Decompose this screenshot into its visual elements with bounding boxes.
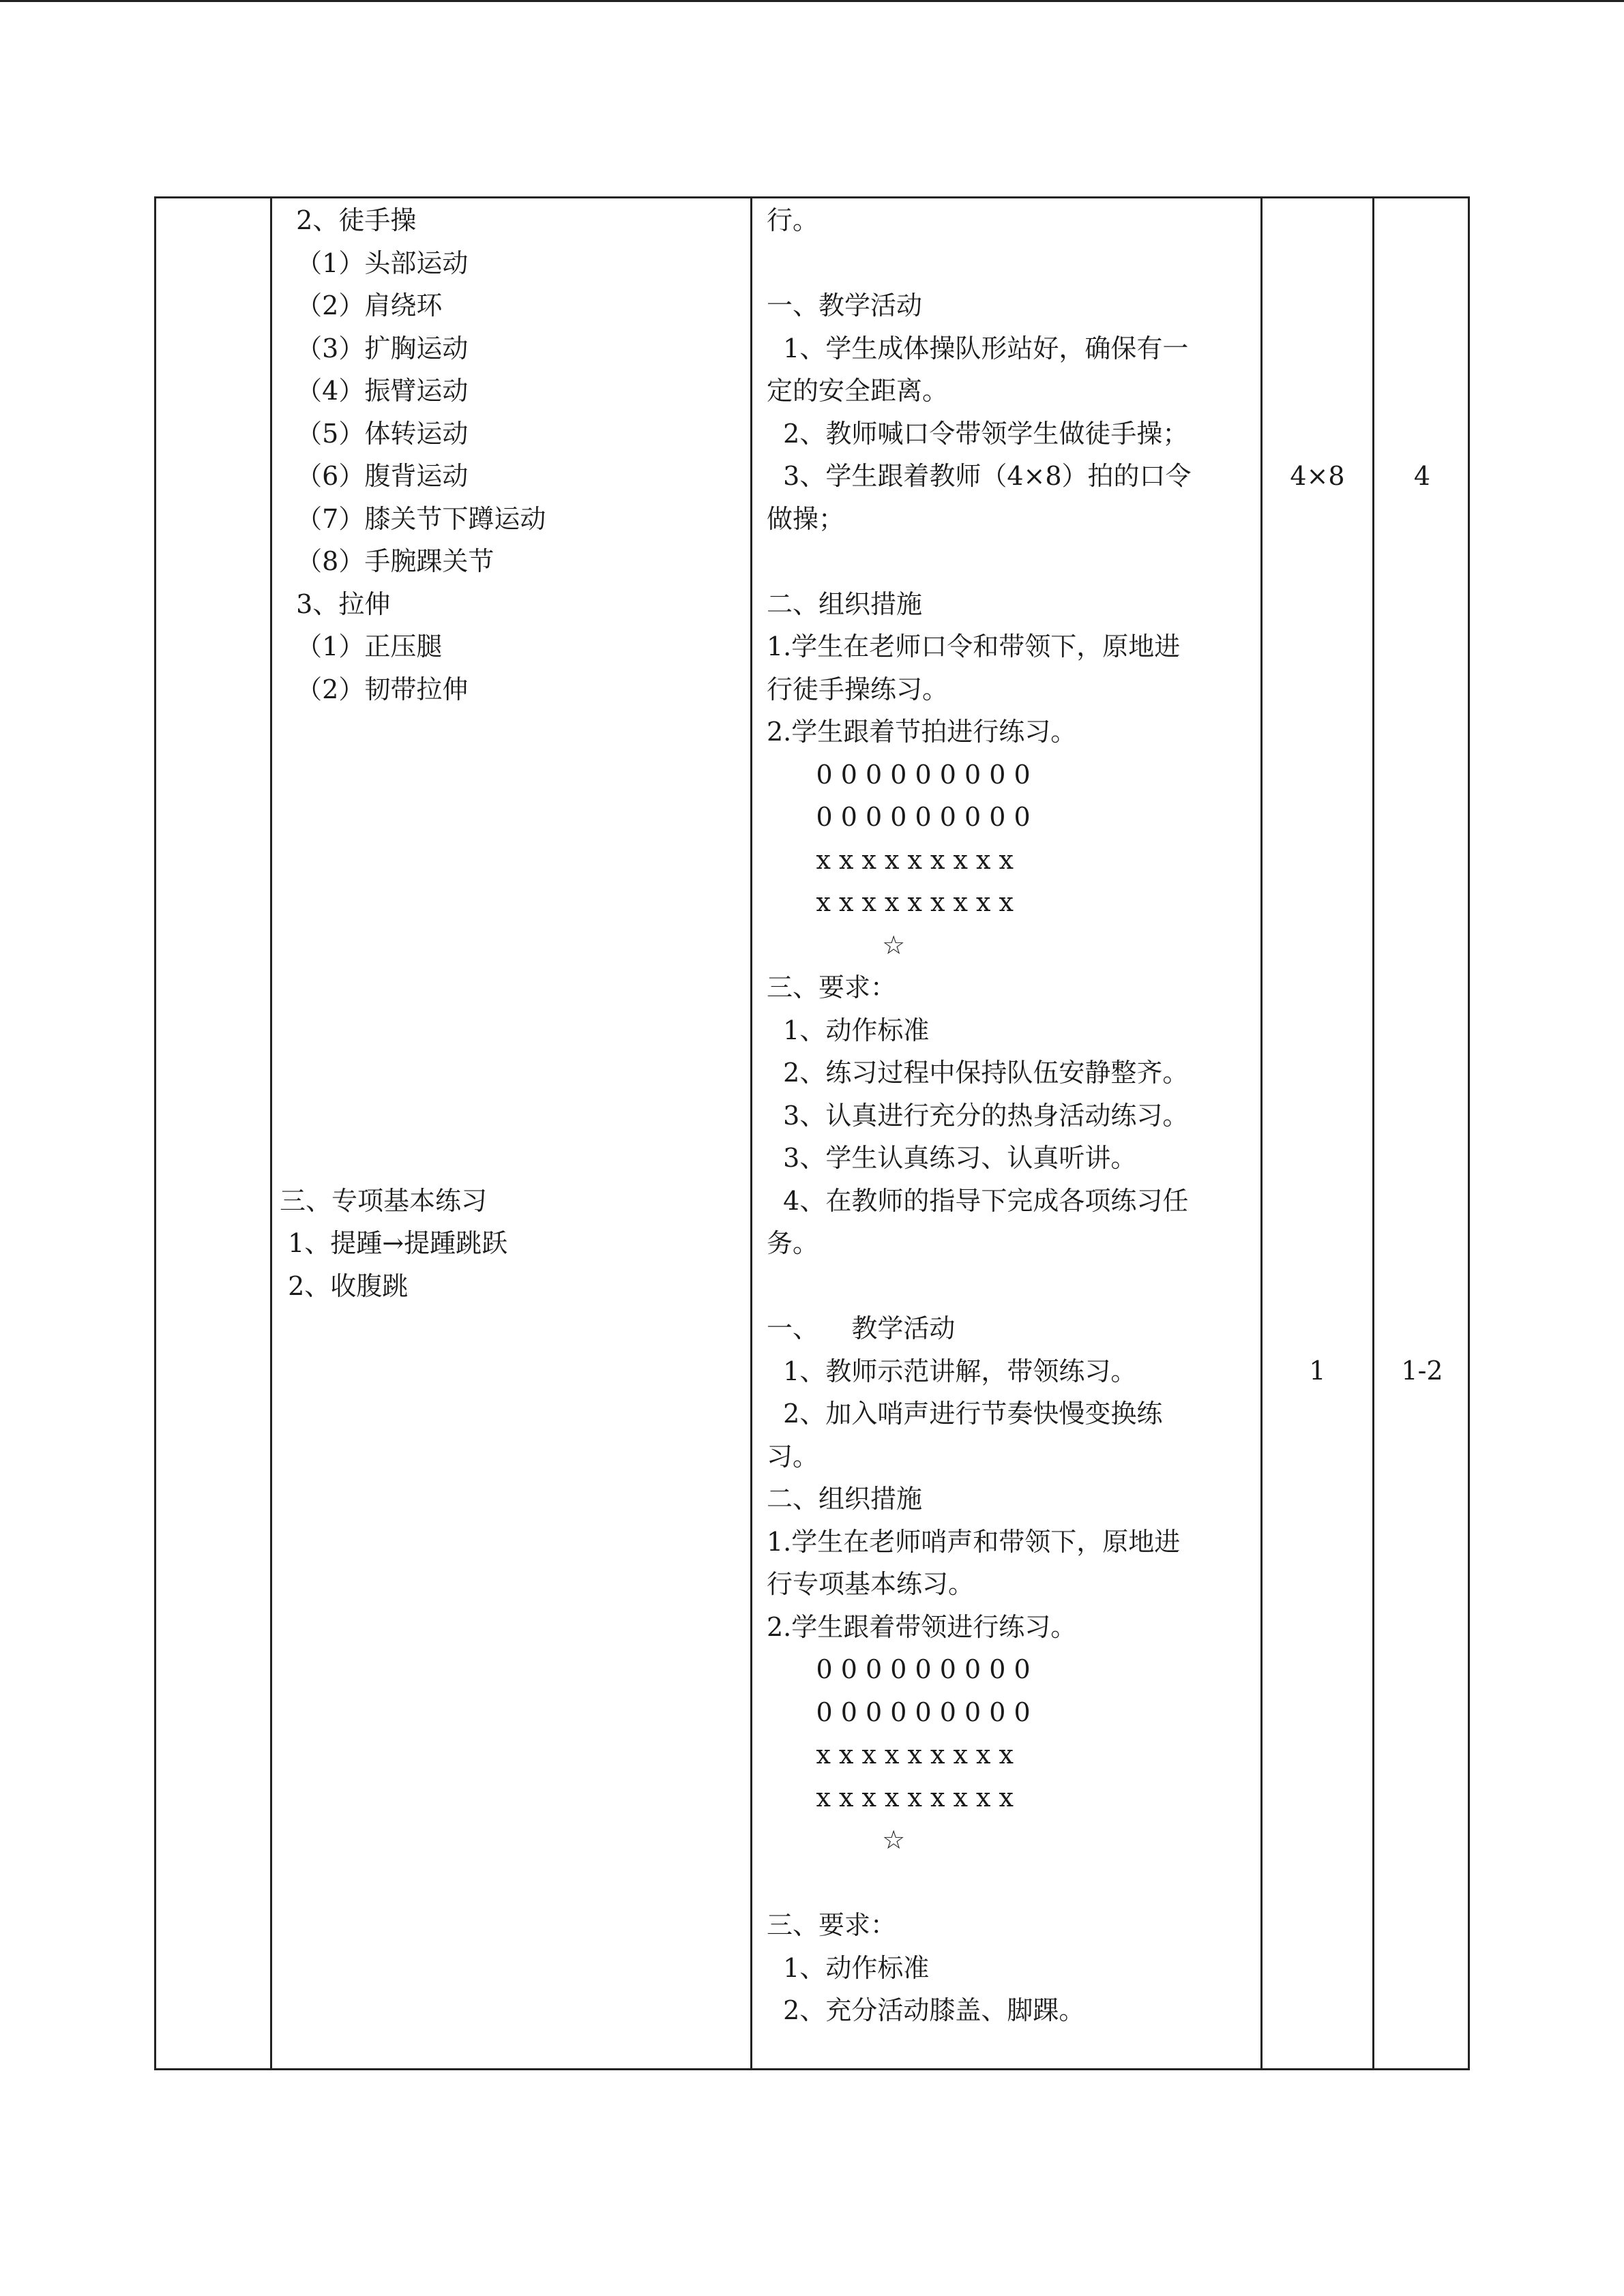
method-line: 1、学生成体操队形站好，确保有一 [767, 333, 1189, 363]
content-line: （7）膝关节下蹲运动 [280, 503, 546, 534]
method-line: 0 0 0 0 0 0 0 0 0 [767, 759, 1031, 790]
section2-time: 4 [1413, 461, 1431, 491]
content-line: （1）头部运动 [280, 248, 469, 278]
content-line [280, 881, 743, 924]
method-line: 三、要求： [767, 972, 897, 1002]
content-line: （1）正压腿 [280, 631, 443, 661]
teaching-method-column [767, 199, 1255, 2032]
method-line: 0 0 0 0 0 0 0 0 0 [767, 1697, 1031, 1727]
method-line: x x x x x x x x x [767, 844, 1014, 875]
method-line: 行专项基本练习。 [767, 1569, 975, 1599]
method-line [767, 540, 1255, 583]
method-line: 务。 [767, 1228, 819, 1258]
method-line: ☆ [767, 929, 906, 960]
content-column [280, 199, 743, 1307]
method-line: x x x x x x x x x [767, 1782, 1014, 1813]
method-line: 1、教师示范讲解，带领练习。 [767, 1356, 1137, 1386]
method-line: 一、 教学活动 [767, 1313, 956, 1343]
method-line: 做操； [767, 503, 845, 534]
method-line [767, 242, 1255, 285]
method-line [767, 1265, 1255, 1308]
method-line: 2.学生跟着节拍进行练习。 [767, 717, 1077, 747]
content-line: 三、专项基本练习 [280, 1185, 488, 1216]
method-line: 2、充分活动膝盖、脚踝。 [767, 1995, 1085, 2025]
content-line [280, 839, 743, 882]
content-line: （2）肩绕环 [280, 290, 443, 320]
method-line: 二、组织措施 [767, 1484, 923, 1514]
content-line: 2、收腹跳 [280, 1270, 409, 1301]
content-line [280, 966, 743, 1009]
content-line: （4）振臂运动 [280, 376, 469, 406]
content-line: （8）手腕踝关节 [280, 546, 494, 576]
method-line: 2、加入哨声进行节奏快慢变换练 [767, 1399, 1163, 1429]
section3-count: 1 [1309, 1356, 1326, 1386]
method-line: 0 0 0 0 0 0 0 0 0 [767, 1654, 1031, 1684]
method-line: 行徒手操练习。 [767, 674, 949, 704]
content-line: 1、提踵→提踵跳跃 [280, 1228, 508, 1258]
column-divider-2 [750, 196, 752, 2070]
method-line: 4、在教师的指导下完成各项练习任 [767, 1185, 1189, 1216]
content-line [280, 924, 743, 967]
method-line: 定的安全距离。 [767, 376, 949, 406]
method-line: 2.学生跟着带领进行练习。 [767, 1611, 1077, 1642]
method-line: 0 0 0 0 0 0 0 0 0 [767, 802, 1031, 832]
content-line [280, 711, 743, 754]
section2-count: 4×8 [1290, 461, 1345, 491]
method-line: x x x x x x x x x [767, 1740, 1014, 1770]
content-line [280, 1052, 743, 1094]
method-line: 2、教师喊口令带领学生做徒手操； [767, 418, 1189, 449]
section3-time: 1-2 [1401, 1356, 1443, 1386]
method-line: x x x x x x x x x [767, 887, 1014, 917]
method-line: 2、练习过程中保持队伍安静整齐。 [767, 1058, 1189, 1088]
content-line: （3）扩胸运动 [280, 333, 469, 363]
method-line: 二、组织措施 [767, 588, 923, 619]
content-line [280, 1009, 743, 1052]
method-line: ☆ [767, 1825, 906, 1855]
content-line: （5）体转运动 [280, 418, 469, 449]
method-line: 3、学生认真练习、认真听讲。 [767, 1143, 1137, 1173]
content-line: （2）韧带拉伸 [280, 674, 469, 704]
method-line: 3、认真进行充分的热身活动练习。 [767, 1100, 1189, 1131]
content-line [280, 1094, 743, 1137]
method-line: 1.学生在老师口令和带领下，原地进 [767, 631, 1181, 661]
method-line: 1.学生在老师哨声和带领下，原地进 [767, 1526, 1181, 1557]
method-line: 一、教学活动 [767, 290, 923, 320]
method-line: 行。 [767, 205, 819, 235]
content-line [280, 796, 743, 839]
content-line [280, 754, 743, 796]
content-line: 2、徒手操 [280, 205, 417, 235]
content-line [280, 1137, 743, 1180]
method-line [767, 1862, 1255, 1905]
content-line: （6）腹背运动 [280, 461, 469, 491]
method-line: 1、动作标准 [767, 1952, 930, 1983]
method-line: 习。 [767, 1441, 819, 1472]
page-top-border [0, 0, 1624, 2]
method-line: 1、动作标准 [767, 1015, 930, 1045]
column-divider-1 [270, 196, 272, 2070]
method-line: 3、学生跟着教师（4×8）拍的口令 [767, 461, 1192, 491]
method-line: 三、要求： [767, 1910, 897, 1940]
content-line: 3、拉伸 [280, 588, 391, 619]
